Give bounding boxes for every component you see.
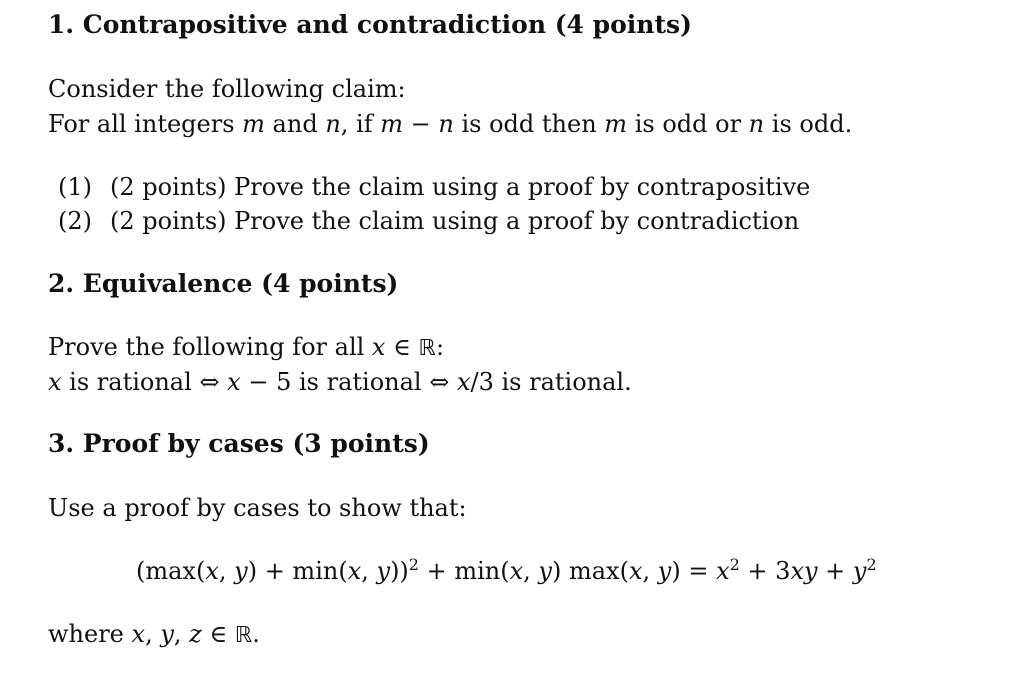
section-2-intro: Prove the following for all x ∈ ℝ: (48, 333, 445, 361)
section-1-intro: Consider the following claim: (48, 75, 406, 103)
section-1-heading: 1. Contrapositive and contradiction (4 points) (48, 10, 692, 39)
item-text: (2 points) Prove the claim using a proof by contrapositive (110, 173, 811, 201)
document-page (48, 0, 1008, 676)
section-3-intro: Use a proof by cases to show that: (48, 494, 467, 522)
section-1-item-1 (58, 172, 810, 202)
section-3-where: where x, y, z ∈ ℝ. (48, 620, 260, 648)
section-2-heading: 2. Equivalence (4 points) (48, 269, 399, 298)
item-text: (2 points) Prove the claim using a proof by contradiction (110, 207, 800, 235)
item-number: (2) (58, 207, 92, 235)
section-1-claim: For all integers m and n, if m − n is odd then m is odd or n is odd. (48, 110, 853, 138)
section-1-item-2 (58, 206, 799, 236)
item-number: (1) (58, 173, 92, 201)
section-2-statement: x is rational ⇔ x − 5 is rational ⇔ x/3 is rational. (48, 368, 632, 396)
section-3-heading: 3. Proof by cases (3 points) (48, 429, 430, 458)
section-3-equation: (max(x, y) + min(x, y))$^2$ + min(x, y) max(x, $y) = x^2 + 3xy + y^2$ (136, 555, 877, 585)
